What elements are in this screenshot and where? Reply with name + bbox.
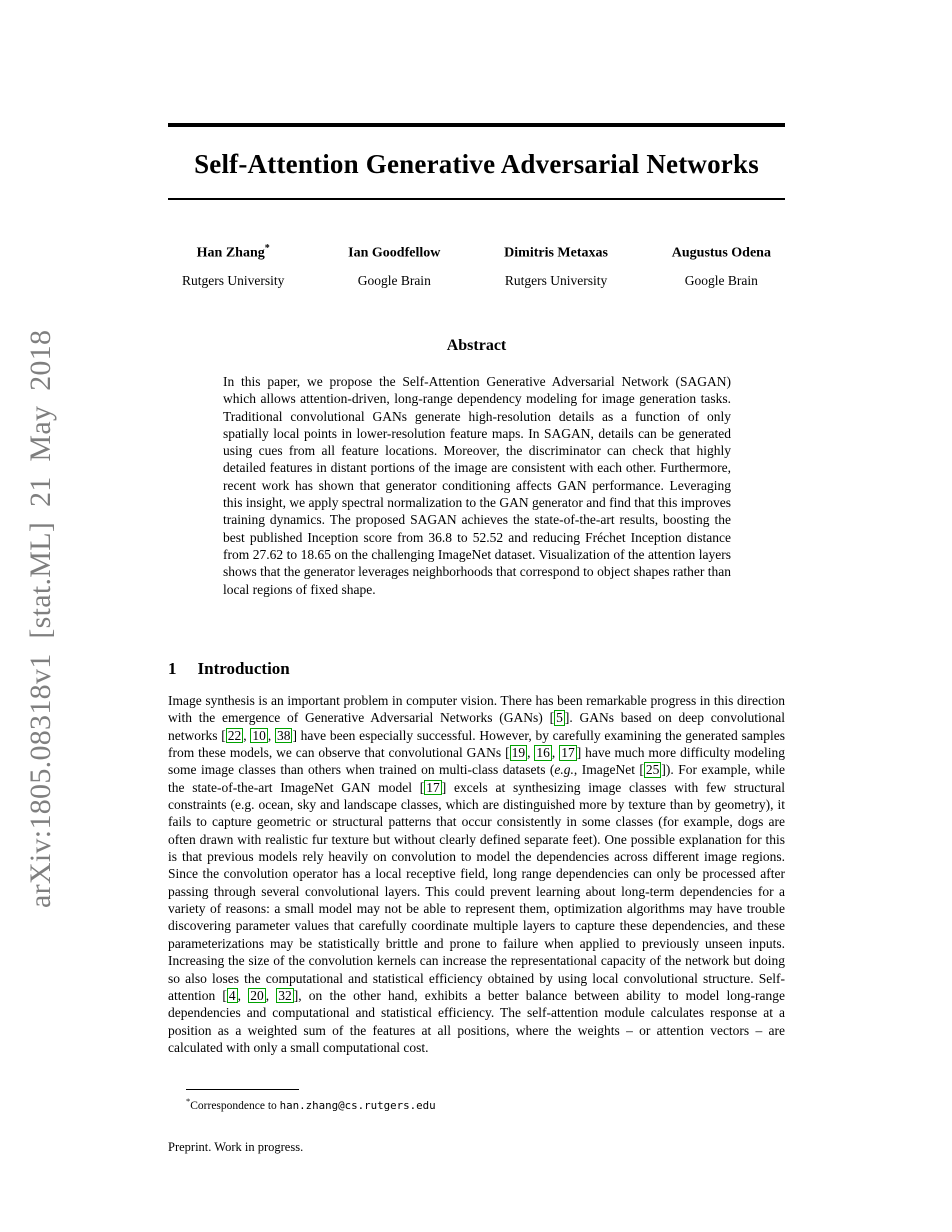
citation-link[interactable]: 17	[561, 745, 575, 761]
citation-link[interactable]: 20	[250, 987, 264, 1003]
citation-link[interactable]: 25	[645, 762, 660, 778]
author-name-text: Ian Goodfellow	[348, 245, 441, 261]
citation-link[interactable]: 16	[536, 745, 550, 761]
footnote-text: Correspondence to	[190, 1099, 280, 1112]
citation-link[interactable]: 5	[556, 710, 563, 726]
footnote-rule	[186, 1089, 299, 1090]
author-affiliation: Rutgers University	[504, 272, 608, 288]
citation-link[interactable]: 38	[276, 727, 291, 743]
title-rule-top	[168, 123, 785, 127]
abstract-text: In this paper, we propose the Self-Attention Generative Adversarial Network (SAGAN) which allows attention-driven, long-range dependency modeling for image generation tasks. Traditional convolutional GANs generate high-resolution details as a function of only spatially local points in lower-resolution feature maps. In SAGAN, details can be generated using cues from all feature locations. Moreover, the discriminator can check that highly detailed features in distant portions of the image are consistent with each other. Furthermore, recent work has shown that generator conditioning affects GAN performance. Leveraging this insight, we apply spectral normalization to the GAN generator and find that this improves training dynamics. The proposed SAGAN achieves the state-of-the-art results, boosting the best published Inception score from 36.8 to 52.52 and reducing Fréchet Inception distance from 27.62 to 18.65 on the challenging ImageNet dataset. Visualization of the attention layers shows that the generator leverages neighborhoods that correspond to object shapes rather than local regions of fixed shape.	[223, 374, 732, 597]
preprint-note: Preprint. Work in progress.	[168, 1140, 304, 1154]
author-name-text: Augustus Odena	[671, 245, 771, 261]
author-entry	[348, 243, 440, 289]
author-name	[348, 243, 440, 262]
title-rule-bottom	[168, 198, 785, 200]
author-block	[168, 243, 785, 289]
author-name	[504, 243, 608, 262]
citation-link[interactable]: 4	[228, 987, 236, 1003]
author-name-text: Dimitris Metaxas	[504, 245, 608, 261]
citation-link[interactable]: 17	[426, 779, 440, 795]
footnote-email: han.zhang@cs.rutgers.edu	[279, 1098, 436, 1112]
footnote	[186, 1096, 785, 1112]
citation-link[interactable]: 19	[511, 745, 526, 761]
section-number: 1	[168, 659, 177, 678]
author-name-text: Han Zhang	[196, 245, 265, 261]
author-entry	[672, 243, 771, 289]
author-mark: *	[264, 243, 270, 254]
author-affiliation: Rutgers University	[182, 272, 285, 288]
author-entry	[182, 243, 284, 289]
italic-text: e.g.	[554, 762, 574, 778]
citation-link[interactable]: 22	[227, 727, 242, 743]
author-affiliation: Google Brain	[357, 272, 431, 288]
author-name	[182, 243, 284, 262]
arxiv-watermark: arXiv:1805.08318v1 [stat.ML] 21 May 2018	[24, 329, 57, 908]
author-entry	[504, 243, 608, 289]
paper-title: Self-Attention Generative Adversarial Networks	[194, 149, 759, 179]
citation-link[interactable]: 10	[252, 727, 266, 743]
author-affiliation: Google Brain	[684, 272, 758, 288]
abstract-heading: Abstract	[446, 337, 507, 354]
footnote-marker: *	[186, 1096, 191, 1106]
citation-link[interactable]: 32	[278, 987, 292, 1003]
introduction-paragraph: Image synthesis is an important problem in computer vision. There has been remarkable progress in this direction with the emergence of Generative Adversarial Networks (GANs) [ 5 ]. GANs based on deep convolutional networks [ 22 , 10 , 38 ] have been especially successful. However, by carefully examining the generated samples from these models, we can observe that convolutional GANs [ 19 , 16 , 17 ] have much more difficulty modeling some image classes than others when trained on multi-class datasets (e.g., ImageNet [ 25 ]). For example, while the state-of-the-art ImageNet GAN model [ 17 ] excels at synthesizing image classes with few structural constraints (e.g. ocean, sky and landscape classes, which are distinguished more by texture than by geometry), it fails to capture geometric or structural patterns that occur consistently in some classes (for example, dogs are often drawn with realistic fur texture but without clearly defined separate feet). One possible explanation for this is that previous models rely heavily on convolution to model the dependencies across different image regions. Since the convolution operator has a local receptive field, long range dependencies can only be processed after passing through several convolutional layers. This could prevent learning about long-term dependencies for a variety of reasons: a small model may not be able to represent them, optimization algorithms may have trouble discovering parameter values that carefully coordinate multiple layers to capture these dependencies, and these parameterizations may be statistically brittle and prone to failure when applied to previously unseen inputs. Increasing the size of the convolution kernels can increase the representational capacity of the network but doing so also loses the computational and statistical efficiency obtained by using local convolutional structure. Self-attention [ 4 , 20 , 32 ], on the other hand, exhibits a better balance between ability to model long-range dependencies and computational and statistical efficiency. The self-attention module calculates response at a position as a weighted sum of the features at all positions, where the weights – or attention vectors – are calculated with only a small computational cost.	[168, 693, 786, 1055]
section-heading-introduction	[168, 659, 785, 679]
author-name	[672, 243, 771, 262]
section-title: Introduction	[197, 659, 290, 678]
